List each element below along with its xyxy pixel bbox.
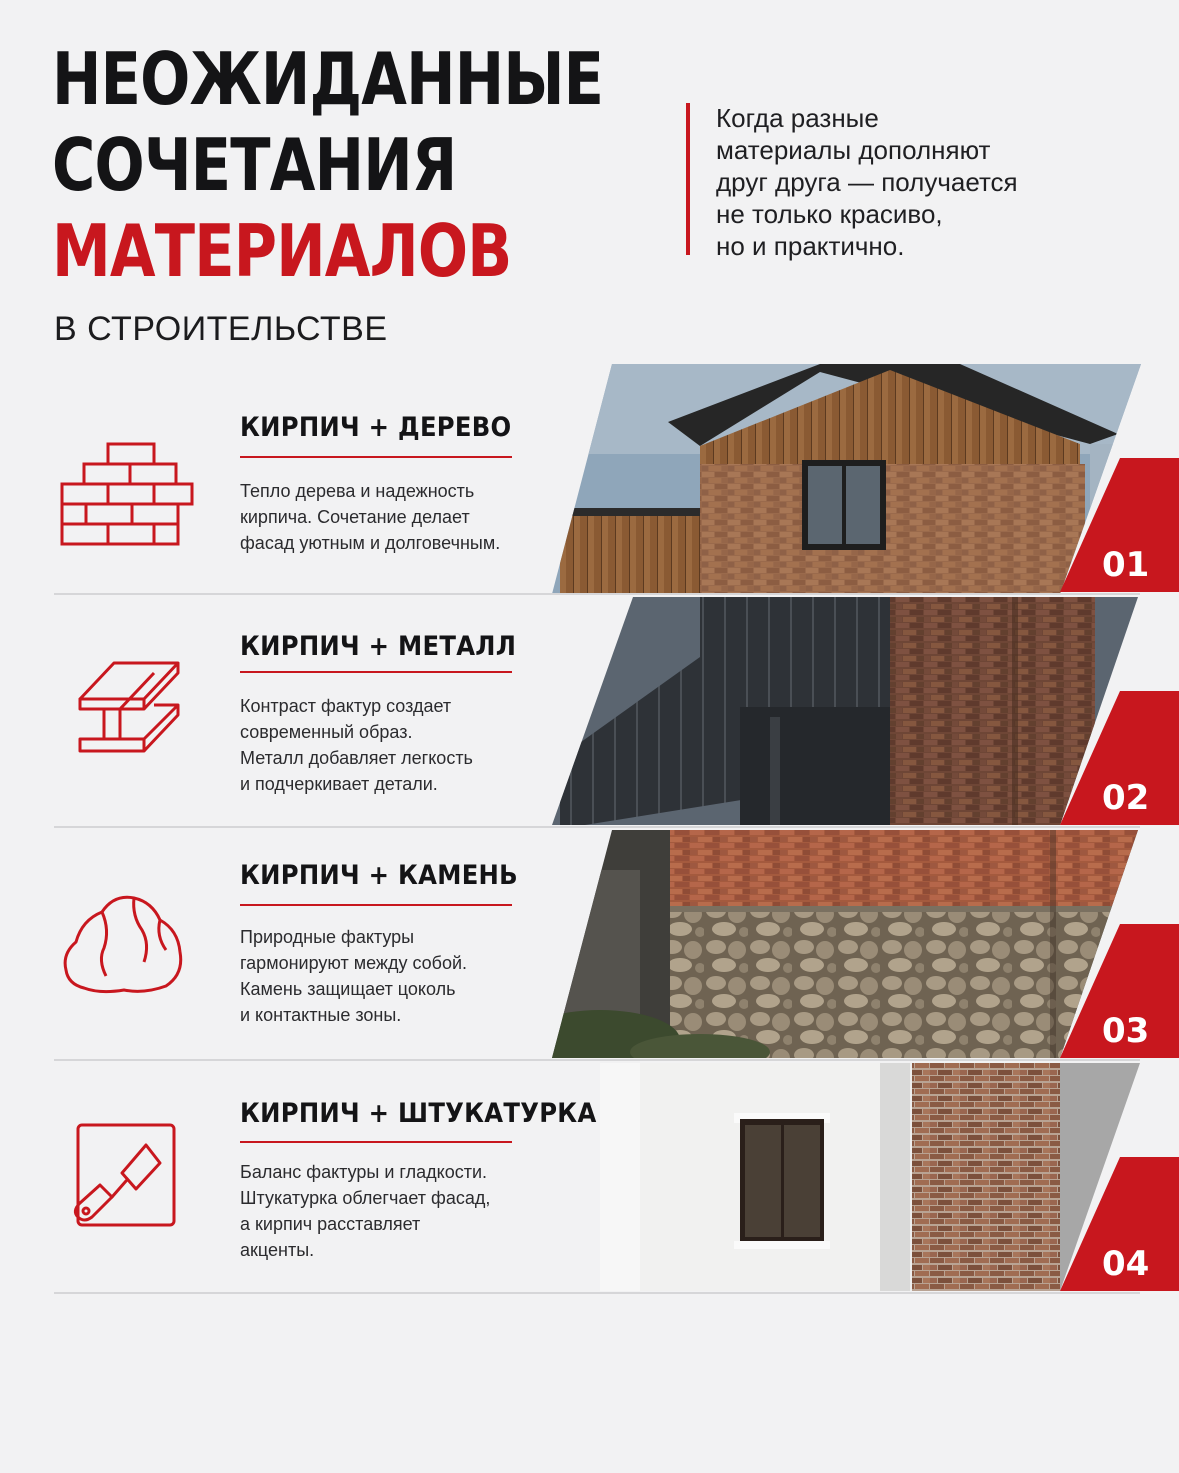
- desc-line: Штукатурка облегчает фасад,: [240, 1188, 491, 1208]
- brick-wall-icon: [54, 440, 204, 550]
- desc-line: кирпича. Сочетание делает: [240, 507, 470, 527]
- desc-line: Камень защищает цоколь: [240, 979, 456, 999]
- page-title: [52, 36, 603, 294]
- desc-line: акценты.: [240, 1240, 315, 1260]
- desc-line: гармонируют между собой.: [240, 953, 468, 973]
- row-divider: [54, 826, 1140, 828]
- row-title: КИРПИЧ + КАМЕНЬ: [240, 860, 518, 891]
- row-divider: [54, 593, 1140, 595]
- title-line-1: НЕОЖИДАННЫЕ: [52, 37, 604, 121]
- desc-line: и контактные зоны.: [240, 1005, 402, 1025]
- intro-line: но и практично.: [716, 231, 905, 261]
- intro-line: не только красиво,: [716, 199, 943, 229]
- row-title: КИРПИЧ + МЕТАЛЛ: [240, 631, 517, 662]
- row-title: КИРПИЧ + ШТУКАТУРКА: [240, 1098, 597, 1129]
- row-title-underline: [240, 456, 512, 458]
- row-title-underline: [240, 1141, 512, 1143]
- desc-line: современный образ.: [240, 722, 413, 742]
- material-row-3: [0, 830, 1179, 1062]
- title-line-3: МАТЕРИАЛОВ: [52, 209, 512, 293]
- row-description: [240, 478, 540, 556]
- row-divider: [54, 1292, 1140, 1294]
- page-subtitle: В СТРОИТЕЛЬСТВЕ: [54, 310, 388, 348]
- row-description: [240, 924, 540, 1028]
- intro-accent-bar: [686, 103, 690, 255]
- stone-icon: [54, 890, 204, 1000]
- material-row-1: [0, 364, 1179, 596]
- row-number: 02: [1102, 778, 1150, 818]
- intro-text: [716, 102, 1096, 262]
- material-row-2: [0, 597, 1179, 829]
- row-title-underline: [240, 904, 512, 906]
- desc-line: и подчеркивает детали.: [240, 774, 438, 794]
- trowel-icon: [54, 1123, 204, 1233]
- row-number: 01: [1102, 545, 1150, 585]
- row-description: [240, 693, 540, 797]
- title-line-2: СОЧЕТАНИЯ: [52, 123, 457, 207]
- desc-line: Баланс фактуры и гладкости.: [240, 1162, 487, 1182]
- row-number: 03: [1102, 1011, 1150, 1051]
- desc-line: Металл добавляет легкость: [240, 748, 473, 768]
- row-divider: [54, 1059, 1140, 1061]
- desc-line: а кирпич расставляет: [240, 1214, 421, 1234]
- desc-line: Контраст фактур создает: [240, 696, 452, 716]
- row-title: КИРПИЧ + ДЕРЕВО: [240, 412, 512, 443]
- steel-beam-icon: [54, 659, 204, 769]
- intro-line: друг друга — получается: [716, 167, 1018, 197]
- row-description: [240, 1159, 540, 1263]
- desc-line: фасад уютным и долговечным.: [240, 533, 501, 553]
- desc-line: Природные фактуры: [240, 927, 415, 947]
- material-row-4: [0, 1063, 1179, 1295]
- intro-line: материалы дополняют: [716, 135, 991, 165]
- row-number: 04: [1102, 1244, 1150, 1284]
- desc-line: Тепло дерева и надежность: [240, 481, 475, 501]
- intro-line: Когда разные: [716, 103, 879, 133]
- row-title-underline: [240, 671, 512, 673]
